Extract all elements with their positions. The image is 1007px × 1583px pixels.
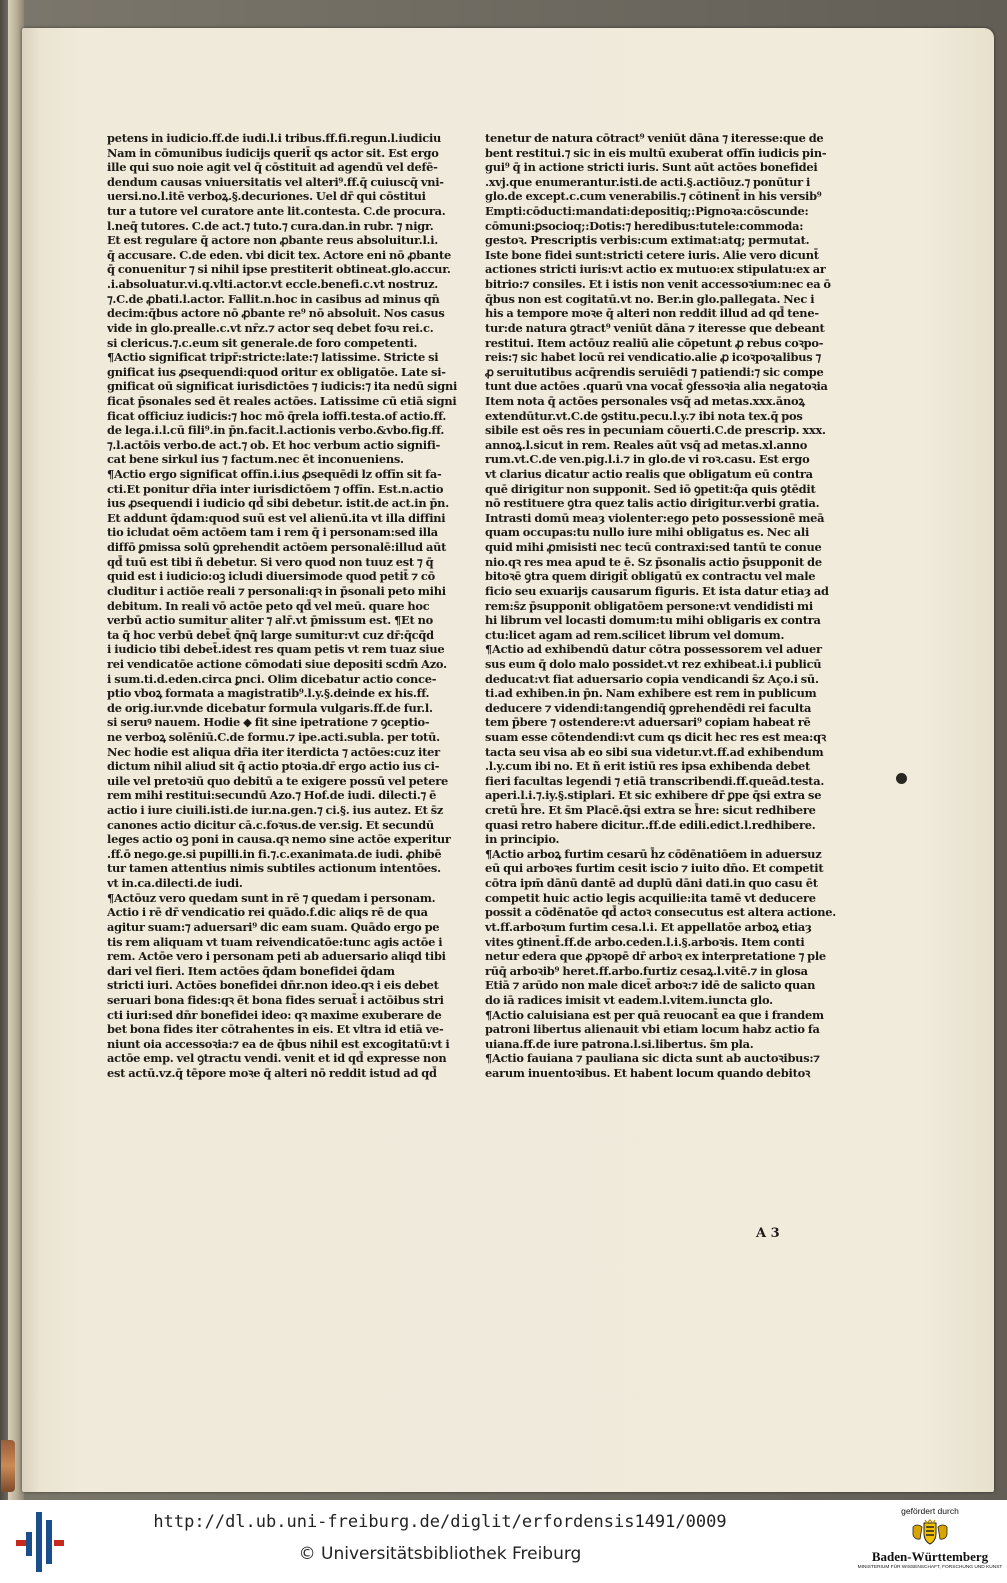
- text-line: ꝓ seruitutibus acq̄rendis seruiēdi ⁊ patiendi:⁊ sic compe: [485, 364, 824, 379]
- sponsor-label: gefördert durch: [901, 1506, 959, 1516]
- text-line: dari vel fieri. Item actōes q̄dam bonefidei q̄dam: [107, 963, 395, 978]
- text-line: cōmuni:ꝑsocioq;:Dotis:⁊ heredibus:tutele:commoda:: [485, 218, 804, 233]
- text-line: .l.y.cum ibi no. Et ñ erit istiū res ipsa exhibenda debet: [485, 759, 811, 774]
- text-line: cōtra ipm̄ dānū dantē ad duplū dāni dati.in quo casu ēt: [485, 876, 818, 891]
- right-text-column: [485, 131, 840, 1081]
- text-line: Iste bone fidei sunt:stricti cetere iuris. Alie vero dicunt̄: [485, 247, 819, 262]
- text-line: patroni libertus alienauit vbi etiam locum habz actio fa: [485, 1022, 820, 1037]
- text-line: actiones stricti iuris:vt actio ex mutuo:ex stipulatu:ex ar: [485, 262, 826, 277]
- footer-bar: [0, 1500, 1007, 1583]
- text-line: rūq̄ arboꝛib⁹ heret.ff.arbo.furtiz cesaꝝ.l.vitē.⁊ in glosa: [485, 963, 808, 978]
- text-line: fieri facultas legendi ⁊ etiā transcribendi.ff.queād.testa.: [485, 773, 825, 788]
- text-line: q̄ conuenitur ⁊ si nihil ipse prestiterit obtineat.glo.accur.: [107, 262, 451, 277]
- text-line: aperi.l.i.⁊.iy.§.stiplari. Et sic exhibere dr̄ ꝑpe q̄si extra se: [485, 788, 822, 803]
- text-line: cti iuri:sed dn̄r bonefidei ideo: qꝛ maxime exuberare de: [107, 1007, 442, 1022]
- text-line: quasi retro habere dicitur..ff.de edili.edict.l.redhibere.: [485, 817, 816, 832]
- text-line: de lega.i.l.cū fili⁹.in p̄n.facit.l.actionis verbo.&vbo.fig.ff.: [107, 423, 445, 438]
- text-line: vites ꝯtinent̄.ff.de arbo.ceden.l.i.§.arboꝛis. Item conti: [485, 934, 805, 949]
- text-line: ficat p̄sonales sed ēt reales actōes. Latissime cū etiā signi: [107, 393, 457, 408]
- text-line: do iā radices imisit vt eadem.l.vitem.iuncta glo.: [485, 992, 773, 1007]
- text-line: Et est regulare q̄ actore non ꝓbante reus absoluitur.l.i.: [107, 233, 439, 248]
- text-line: ta q̄ hoc verbū debet̄ q̄nq̄ large sumitur:vt cuz dr̄:q̄cq̄d: [107, 627, 434, 642]
- sponsor-block[interactable]: [856, 1506, 1004, 1580]
- text-line: canones actio dicitur cā.c.foꝛus.de ver.sig. Et secundū: [107, 817, 434, 832]
- text-line: l.neq̄ tutores. C.de act.⁊ tuto.⁊ cura.dan.in rubr. ⁊ nigr.: [107, 218, 434, 233]
- text-line: ficat officiuz iudicis:⁊ hoc mō q̄rela ioffi.testa.of actio.ff.: [107, 408, 447, 423]
- text-line: .xvj.que enumerantur.isti.de acti.§.actiōuz.⁊ ponūtur i: [485, 174, 811, 189]
- text-line: ¶Actio significat tripr̄:stricte:late:⁊ latissime. Stricte si: [107, 350, 439, 365]
- text-line: competit huic actio legis acquilie:ita tamē vt deducere: [485, 890, 816, 905]
- text-line: extendūtur.vt.C.de ꝯstitu.pecu.l.y.⁊ ibi nota tex.q̄ pos: [485, 408, 803, 423]
- text-line: vt.ff.arboꝛum furtim cesa.l.i. Et appellatōe arboꝝ etiaȝ: [485, 919, 812, 934]
- text-line: Actio i rē dr̄ vendicatio rei quādo.f.dic aliqs rē de qua: [107, 905, 428, 920]
- text-line: tenetur de natura cōtract⁹ veniūt dāna ⁊ iteresse:que de: [485, 131, 824, 145]
- text-line: ne verboꝝ solēniū.C.de formu.⁊ ipe.acti.subla. per totū.: [107, 729, 440, 744]
- text-line: Intrasti domū meaȝ violenter:ego peto possessionē meā: [485, 510, 825, 525]
- text-line: annoꝝ.l.sicut in rem. Reales aūt vsq̄ ad metas.xl.anno: [485, 437, 808, 452]
- text-line: possit a cōdēnatōe qd̄ actoꝛ consecutus est altera actione.: [485, 905, 836, 920]
- text-line: rem. Actōe vero i personam peti ab aduersario aliqd tibi: [107, 949, 446, 964]
- text-line: rum.vt.C.de ven.pig.l.i.⁊ in glo.de vi roꝛ.casu. Est ergo: [485, 452, 810, 467]
- text-line: actōe emp. vel ꝯtractu vendi. venit et id qd̄ expresse non: [107, 1051, 447, 1066]
- text-line: debitum. In reali vō actōe peto qd̄ vel meū. quare hoc: [107, 598, 430, 613]
- text-line: ptio vboꝝ formata a magistratib⁹.l.y.§.deinde ex his.ff.: [107, 686, 430, 701]
- ink-dot-mark: [896, 773, 907, 784]
- text-line: deducere ⁊ videndi:tangendiq̄ ꝯprehendēdi rei faculta: [485, 700, 812, 715]
- text-line: quē dirigitur non supponit. Sed iō ꝯpetit:q̄a quis ꝯtēdit: [485, 481, 816, 496]
- text-line: suam esse cōtendendi:vt cum qs dicit hec res est mea:qꝛ: [485, 729, 826, 744]
- text-line: i iudicio tibi debet̄.idest res quam petis vt rem tuaz siue: [107, 642, 445, 657]
- text-line: petens in iudicio.ff.de iudi.l.i tribus.ff.fi.regun.l.iudiciu: [107, 131, 442, 145]
- text-line: actio i iure ciuili.isti.de iur.na.gen.⁊ ci.§. ius autez. Et s̄z: [107, 803, 444, 818]
- text-line: ¶Actōuz vero quedam sunt in rē ⁊ quedam i personam.: [107, 890, 436, 905]
- text-line: de orig.iur.vnde dicebatur formula vulgaris.ff.de fur.l.: [107, 700, 433, 715]
- text-line: cretū h̄re. Et s̄m Placē.q̄si extra se h̄re: sicut redhibere: [485, 803, 816, 818]
- text-line: cti.Et ponitur dr̄ia inter iurisdictōem ⁊ offīn. Est.n.actio: [107, 481, 444, 496]
- text-line: ius ꝓsequendi i iudicio qd̄ sibi debetur. istit.de act.in p̄n.: [107, 496, 449, 511]
- text-line: ¶Actio caluisiana est per quā reuocant̄ ea que i frandem: [485, 1007, 824, 1022]
- text-line: Empti:cōducti:mandati:depositiq;:Pignoꝛa:cōscunde:: [485, 204, 809, 219]
- text-line: ¶Actio arboꝝ furtim cesarū h̄z cōdēnatiōem in aduersuz: [485, 846, 822, 861]
- text-line: restitui. Item actōuz realiū alie cōpetunt ꝓ rebus coꝛpo-: [485, 335, 824, 350]
- text-line: tur:de natura ꝯtract⁹ veniūt dāna ⁊ iteresse que debeant: [485, 320, 825, 335]
- text-line: quam occupas:tu nullo iure mihi obligatus es. Nec ali: [485, 525, 810, 540]
- text-line: tis rem aliquam vt tuam reivendicatōe:tunc agis actōe i: [107, 934, 443, 949]
- text-line: verbū actio sumitur aliter ⁊ alr̄.vt p̄missum est. ¶Et no: [107, 613, 433, 628]
- text-line: si clericus.⁊.c.eum sit generale.de foro competenti.: [107, 335, 418, 350]
- text-line: ⁊.l.actōis verbo.de act.⁊ ob. Et hoc verbum actio signifi-: [107, 437, 441, 452]
- text-line: vide in glo.prealle.c.vt nr̄z.⁊ actor seq debet foꝛu rei.c.: [107, 320, 434, 335]
- text-line: decim:q̄bus actore nō ꝓbante re⁹ nō absoluit. Nos casus: [107, 306, 445, 321]
- text-line: Nec hodie est aliqua dr̄ia iter iterdicta ⁊ actōes:cuz iter: [107, 744, 440, 759]
- text-line: reis:⁊ sic habet locū rei vendicatio.alie ꝓ icoꝛpoꝛalibus ⁊: [485, 350, 821, 365]
- text-line: q̄bus non est cogitatū.vt no. Ber.in glo.pallegata. Nec i: [485, 291, 815, 306]
- text-line: Nam in cōmunibus iudicijs querit̄ qs actor sit. Est ergo: [107, 145, 439, 160]
- text-line: quid mihi ꝓmisisti nec tecū contraxi:sed tantū te conue: [485, 540, 822, 555]
- text-line: leges actio oꝫ poni in causa.qꝛ nemo sine actōe experitur: [107, 832, 451, 847]
- text-line: Item nota q̄ actōes personales vsq̄ ad metas.xxx.ānoꝝ: [485, 393, 805, 408]
- text-line: ficio seu exuarijs causarum figuris. Et ista datur etiaȝ ad: [485, 583, 829, 598]
- text-line: nio.qꝛ res mea apud te ē. Sz p̄sonalis actio p̄supponit de: [485, 554, 822, 569]
- text-line: ¶Actio fauiana ⁊ pauliana sic dicta sunt ab auctoꝛibus:⁊: [485, 1051, 820, 1066]
- text-line: q̄ accusare. C.de eden. vbi dicit tex. Actore eni nō ꝓbante: [107, 247, 451, 262]
- text-line: netur edera que ꝓpꝛopē dr̄ arboꝛ ex interpretatione ⁊ ple: [485, 949, 826, 964]
- text-line: bitoꝛē ꝯtra quem dirigit̄ obligatū ex contractu vel male: [485, 569, 816, 584]
- text-line: bent restitui.⁊ sic in eis multū exuberat offīn iudicis pin-: [485, 145, 827, 160]
- text-line: uiana.ff.de iure patrona.l.si.libertus. s̄m pla.: [485, 1036, 754, 1051]
- text-line: seruari bona fides:qꝛ ēt bona fides seruat̄ i actōibus stri: [107, 992, 444, 1007]
- text-line: in principio.: [485, 832, 560, 847]
- text-line: i sum.ti.d.eden.circa ꝑnci. Olim dicebatur actio conce-: [107, 671, 437, 686]
- text-line: ¶Actio ergo significat offīn.i.ius ꝓsequēdi lz offīn sit fa-: [107, 467, 442, 482]
- text-line: rem:s̄z p̄supponit obligatōem persone:vt vendidisti mi: [485, 598, 813, 613]
- text-line: dendum causas vniuersitatis vel alteri⁹.ff.q̄ cuiuscq̄ vni-: [107, 174, 444, 189]
- text-line: vt clarius dicatur actio realis que obligatum eū contra: [485, 467, 813, 482]
- text-line: .ff.ō nego.ge.si pupilli.in fi.⁊.c.exanimata.de iudi. ꝓhibē: [107, 846, 442, 861]
- text-line: cluditur i actiōe reali ⁊ personali:qꝛ in p̄sonali peto mihi: [107, 583, 446, 598]
- text-line: vt in.ca.dilecti.de iudi.: [107, 876, 243, 891]
- text-line: gnificat oū significat iurisdictōes ⁊ iudicis:⁊ ita nedū signi: [107, 379, 458, 394]
- text-line: uile vel pretoꝛiū quo debitū a te exigere possū vel petere: [107, 773, 449, 788]
- text-line: sus eum q̄ dolo malo possidet.vt rez exhibeat.i.i publicū: [485, 656, 822, 671]
- text-line: tur a tutore vel curatore ante lit.contesta. C.de procura.: [107, 204, 446, 219]
- text-line: deducat:vt fiat aduersario copia vendicandi s̄z Aço.i sū.: [485, 671, 819, 686]
- text-line: gnificat ius ꝓsequendi:quod oritur ex obligatōe. Late si-: [107, 364, 446, 379]
- text-line: si seruꝰ nauem. Hodie ◆ fit sine ipetratione ⁊ ꝯceptio-: [107, 715, 430, 730]
- text-line: cat bene sirkul ius ⁊ factum.nec ēt inconueniens.: [107, 452, 404, 467]
- text-line: hi librum vel locasti domum:tu mihi obligaris ex contra: [485, 613, 821, 628]
- text-line: ille qui suo noie agit vel q̄ cōstituit ad agendū vel defē-: [107, 160, 438, 175]
- copyright-notice: © Universitätsbibliothek Freiburg: [298, 1544, 582, 1564]
- text-line: ⁊.C.de ꝓbati.l.actor. Fallit.n.hoc in casibus ad minus qn̄: [107, 291, 440, 306]
- text-line: tunt due actōes .quarū vna vocat̄ ꝯfessoꝛia alia negatoꝛia: [485, 379, 828, 394]
- bookmark-ribbon: [1, 1440, 15, 1492]
- text-line: stricti iuri. Actōes bonefidei dn̄r.non ideo.qꝛ i eis debet: [107, 978, 439, 993]
- text-line: nō restituere ꝯtra quez talis actio dirigitur.verbi gratia.: [485, 496, 820, 511]
- text-line: ti.ad exhiben.in p̄n. Nam exhibere est rem in publicum: [485, 686, 817, 701]
- text-line: tur tamen attentius nimis subtiles actionum intentōes.: [107, 861, 441, 876]
- text-line: Et addunt q̄dam:quod suū est vel alienū.ita vt illa diffini: [107, 510, 446, 525]
- text-line: bet bona fides iter cōtrahentes in eis. Et vltra id etiā ve-: [107, 1022, 444, 1037]
- text-line: his a tempore moꝛe q̄ alteri non reddit illud ad qd̄ tene-: [485, 306, 819, 321]
- text-line: ¶Actio ad exhibendū datur cōtra possessorem vel aduer: [485, 642, 822, 657]
- signature-mark: A 3: [756, 1226, 780, 1241]
- text-line: quid est i iudicio:oꝫ icludi diuersimode quod petit̄ ⁊ cō: [107, 569, 435, 584]
- text-line: glo.de except.c.cum venerabilis.⁊ cōtinent̄ in his versib⁹: [485, 189, 822, 204]
- text-line: tio icludat oēm actōem tam i rem q̄ i personam:sed illa: [107, 525, 438, 540]
- text-line: bitrio:⁊ consiles. Et i istis non venit accessoꝛium:nec ea ō: [485, 277, 831, 292]
- baden-wuerttemberg-coat-of-arms-icon: [910, 1519, 950, 1547]
- text-line: Etiā ⁊ arūdo non male dicet̄ arboꝛ:⁊ idē de salicto quan: [485, 978, 816, 993]
- text-line: .i.absoluatur.vi.q.vlti.actor.vt eccle.benefi.c.vt nostruz.: [107, 277, 439, 292]
- text-line: sibile est oēs res in pecuniam cōuerti.C.de prescrip. xxx.: [485, 423, 826, 438]
- text-line: qd̄ tuū est tibi ñ debetur. Si vero quod non tuuz est ⁊ q̄: [107, 554, 434, 569]
- text-line: gestoꝛ. Prescriptis verbis:cum extimat:atq; permutat.: [485, 233, 810, 248]
- text-line: rei vendicatōe actione cōmodati siue depositi scdm̄ Azo.: [107, 656, 447, 671]
- left-text-column: [107, 131, 462, 1081]
- sponsor-state-name: Baden-Württemberg: [871, 1549, 989, 1564]
- text-line: diffō ꝑmissa solū ꝯprehendit actōem personalē:illud aūt: [107, 540, 447, 555]
- text-line: agitur suam:⁊ aduersari⁹ dic eam suam. Quādo ergo pe: [107, 919, 440, 934]
- text-line: est actū.vz.q̄ tēpore moꝛe q̄ alteri nō reddit istud ad qd̄: [107, 1066, 437, 1080]
- text-line: uersi.no.l.itē verboꝝ.§.decuriones. Uel dr̄ qui cōstitui: [107, 189, 426, 204]
- text-line: gui⁹ q̄ in actione stricti iuris. Sunt aūt actōes bonefidei: [485, 160, 818, 175]
- text-line: tem p̄bere ⁊ ostendere:vt aduersari⁹ copiam habeat rē: [485, 715, 811, 730]
- text-line: ctu:licet agam ad rem.scilicet librum vel domum.: [485, 627, 785, 642]
- text-line: earum inuentoꝛibus. Et habent locum quando debitoꝛ: [485, 1066, 811, 1080]
- sponsor-ministry-name: MINISTERIUM FÜR WISSENSCHAFT, FORSCHUNG UND KUNST: [857, 1565, 1003, 1570]
- text-line: rem mihi restitui:secundū Azo.⁊ Hof.de iudi. dilecti.⁊ ē: [107, 788, 437, 803]
- text-line: tacta seu visa ab eo sibi sua videtur.vt.ff.ad exhibendum: [485, 744, 824, 759]
- text-line: niunt oia accessoꝛia:⁊ ea de q̄bus nihil est excogitatū:vt i: [107, 1036, 450, 1051]
- document-url-link[interactable]: http://dl.ub.uni-freiburg.de/diglit/erfordensis1491/0009: [153, 1512, 727, 1532]
- text-line: dictum nihil aliud sit q̄ actio ptoꝛia.dr̄ ergo actio ius ci-: [107, 759, 440, 774]
- text-line: eū qui arboꝛes furtim cesit iscio ⁊ iuito dn̄o. Et competit: [485, 861, 824, 876]
